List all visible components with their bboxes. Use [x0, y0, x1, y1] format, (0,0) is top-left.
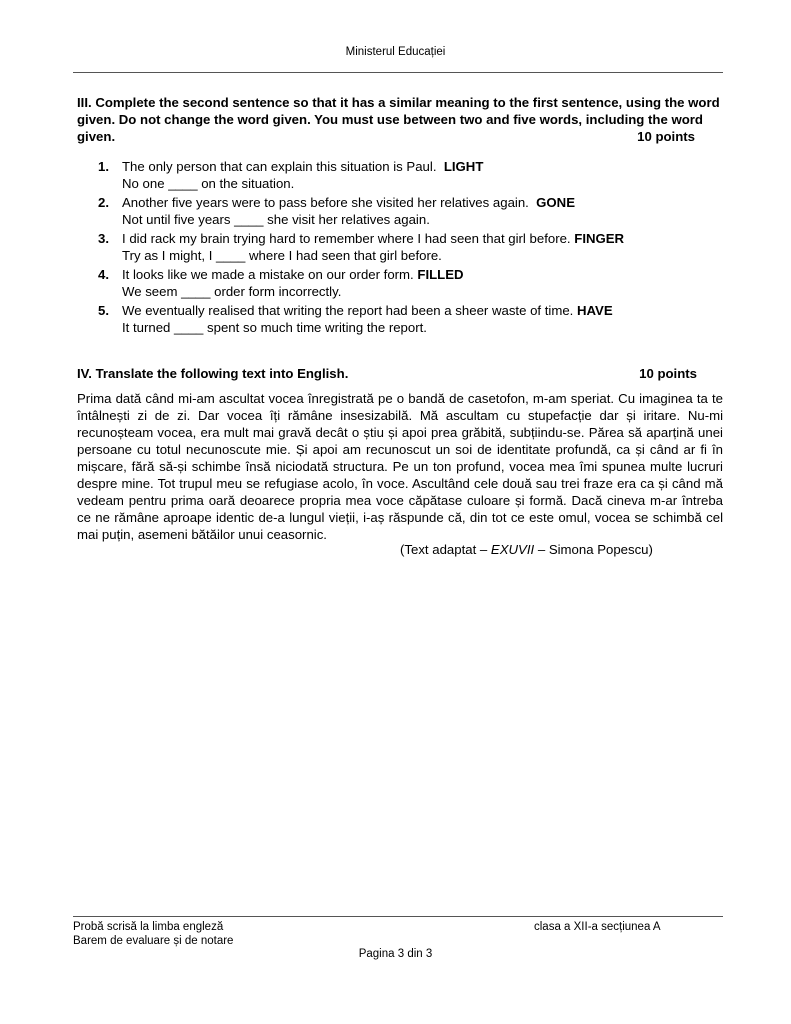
- footer-left: [73, 920, 233, 948]
- exercise-number: 1.: [98, 159, 109, 174]
- footer-divider: [73, 916, 723, 917]
- page-number: Pagina 3 din 3: [358, 948, 433, 960]
- citation-prefix: (Text adaptat –: [400, 542, 491, 557]
- translation-passage: Prima dată când mi-am ascultat vocea înregistrată pe o bandă de casetofon, m-am speriat. Cu imaginea ta te întâlnești zi de zi. Dar vocea îți rămâne insesizabilă. Mă ascultam cu stupefacție dar și iritare. Nu-mi recunoșteam vocea, era mult mai gravă decât o știu și apoi prea grăbită, subțiindu-se. Părea să aparțină unei persoane cu totul necunoscute mie. Și apoi am recunoscut un soi de identitate profundă, ca și când ar fi în mișcare, fără să-și schimbe însă niciodată structura. Pe un ton profund, vocea mea îmi spunea multe lucruri despre mine. Tot trupul meu se refugiase acolo, în voce. Ascultând cele două sau trei fraze era ca și când mă vedeam pentru prima oară deoarece propria mea voce căpătase culoare și formă. Dacă cineva m-ar întreba ce ne rămâne aproape identic de-a lungul vieții, i-aș răspunde că, din tot ce este omul, vocea se schimbă cel mai puțin, asemeni bătăilor unui ceasornic.: [77, 391, 723, 542]
- exercise-sentence: It looks like we made a mistake on our order form.: [122, 267, 414, 282]
- exercise-item: [98, 230, 718, 264]
- footer-exam-title: Probă scrisă la limba engleză: [73, 921, 224, 933]
- exercise-sentence: Another five years were to pass before she visited her relatives again.: [122, 195, 529, 210]
- exercise-item: [98, 158, 718, 192]
- exercise-number: 2.: [98, 195, 109, 210]
- exercise-number: 3.: [98, 231, 109, 246]
- exercise-keyword: HAVE: [576, 303, 613, 318]
- page-header-title: Ministerul Educației: [345, 46, 446, 58]
- exercise-number: 4.: [98, 267, 109, 282]
- section-4-points: 10 points: [639, 366, 697, 381]
- exercise-keyword: FINGER: [574, 231, 625, 246]
- section-4-instructions: IV. Translate the following text into English.: [77, 366, 349, 381]
- exercise-item: [98, 302, 718, 336]
- exercise-keyword: LIGHT: [443, 159, 484, 174]
- exercise-prompt: It turned ____ spent so much time writing the report.: [122, 320, 427, 335]
- exercise-number: 5.: [98, 303, 109, 318]
- section-3-points: 10 points: [637, 129, 695, 144]
- citation-suffix: – Simona Popescu): [534, 542, 653, 557]
- exercise-prompt: Try as I might, I ____ where I had seen that girl before.: [122, 248, 442, 263]
- exercise-list: [98, 158, 718, 338]
- exercise-item: [98, 266, 718, 300]
- footer-document-type: Barem de evaluare și de notare: [73, 935, 234, 947]
- exercise-keyword: GONE: [536, 195, 576, 210]
- exercise-sentence: I did rack my brain trying hard to remember where I had seen that girl before.: [122, 231, 571, 246]
- header-divider: [73, 72, 723, 73]
- section-4-heading: [77, 365, 697, 382]
- citation-work-title: EXUVII: [490, 542, 535, 557]
- footer-class-section: clasa a XII-a secțiunea A: [534, 921, 661, 933]
- exercise-item: [98, 194, 718, 228]
- exercise-prompt: Not until five years ____ she visit her relatives again.: [122, 212, 430, 227]
- section-3-heading: [77, 94, 727, 145]
- section-3-instructions: III. Complete the second sentence so that it has a similar meaning to the first sentence, using the word given. Do not change the word given. You must use between two and five words, including the word given.: [77, 95, 720, 144]
- source-citation: [400, 541, 653, 558]
- exercise-keyword: FILLED: [417, 267, 464, 282]
- exercise-sentence: We eventually realised that writing the report had been a sheer waste of time.: [122, 303, 574, 318]
- exercise-prompt: No one ____ on the situation.: [122, 176, 295, 191]
- exercise-sentence: The only person that can explain this situation is Paul.: [122, 159, 437, 174]
- exercise-prompt: We seem ____ order form incorrectly.: [122, 284, 342, 299]
